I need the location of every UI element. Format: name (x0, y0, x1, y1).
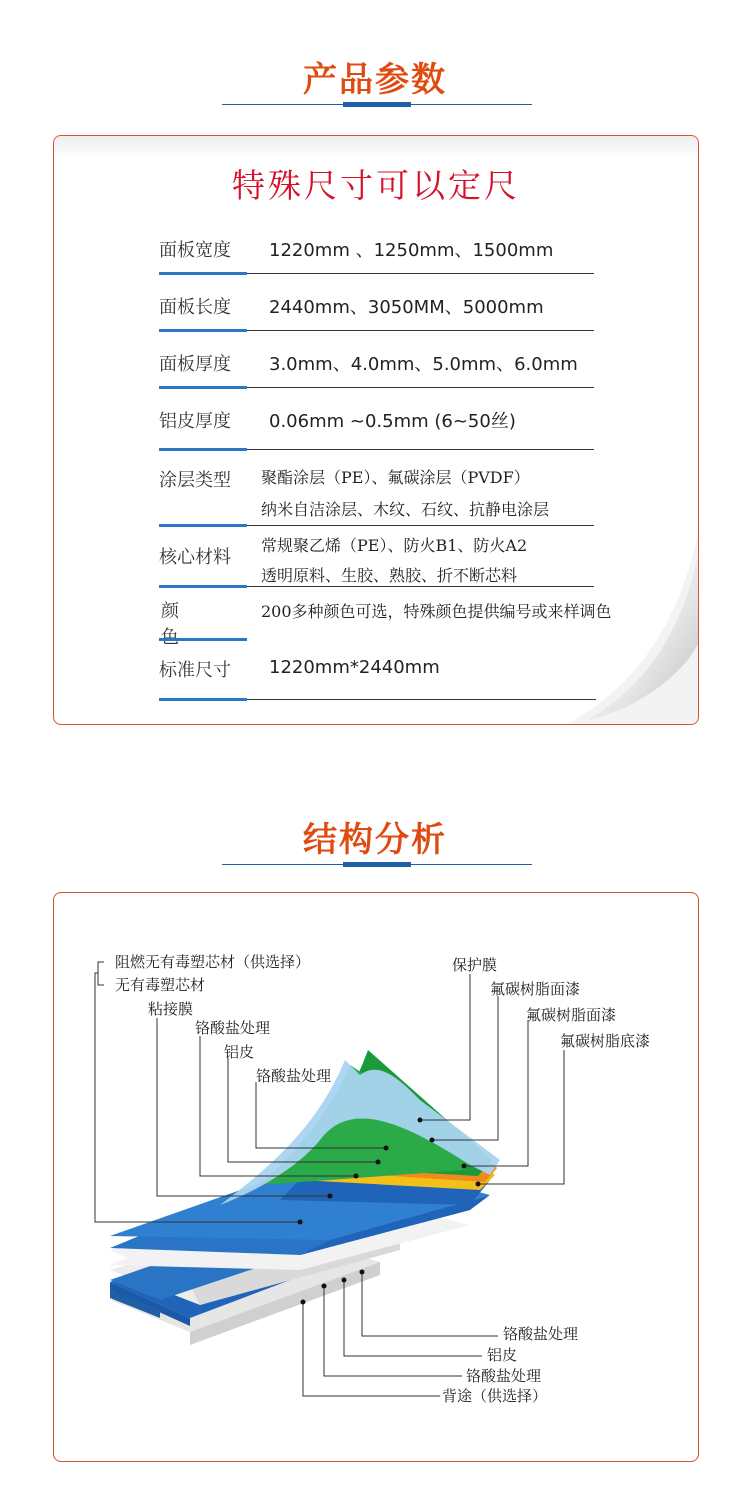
param-value: 常规聚乙烯（PE）、防火B1、防火A2 (261, 536, 528, 555)
param-value-line2: 纳米自洁涂层、木纹、石纹、抗静电涂层 (261, 500, 550, 519)
param-label: 面板长度 (159, 297, 231, 318)
label-fluorocarbon-facecoat: 氟碳树脂面漆 (526, 1006, 617, 1024)
param-value: 2440mm、3050MM、5000mm (269, 297, 544, 318)
param-value: 200多种颜色可选，特殊颜色提供编号或来样调色 (261, 602, 612, 621)
label-fluorocarbon-topcoat: 氟碳树脂面漆 (490, 980, 581, 998)
param-label: 颜 (161, 601, 213, 622)
label-chromate-treatment: 铬酸盐处理 (256, 1067, 332, 1085)
param-label: 铝皮厚度 (159, 411, 231, 432)
label-aluminum-back: 铝皮 (487, 1346, 518, 1364)
params-section-title: 产品参数 (303, 60, 447, 100)
custom-size-banner: 特殊尺寸可以定尺 (232, 166, 520, 205)
param-value: 聚酯涂层（PE）、氟碳涂层（PVDF） (261, 468, 530, 487)
param-label: 面板厚度 (159, 354, 231, 375)
param-value-line2: 透明原料、生胶、熟胶、折不断芯料 (261, 566, 518, 585)
label-protective-film: 保护膜 (452, 956, 498, 974)
label-aluminum-skin: 铝皮 (224, 1043, 255, 1061)
param-label: 标准尺寸 (159, 660, 231, 681)
label-fluorocarbon-primer: 氟碳树脂底漆 (560, 1032, 651, 1050)
label-back-coating: 背途（供选择） (442, 1387, 548, 1405)
label-fire-retardant-core: 阻燃无有毒塑芯材（供选择） (115, 953, 311, 971)
param-label: 涂层类型 (159, 470, 231, 491)
param-label: 面板宽度 (159, 240, 231, 261)
param-value: 1220mm*2440mm (269, 657, 440, 678)
param-value: 0.06mm ~0.5mm (6~50丝) (269, 411, 516, 432)
label-chromate-treatment: 铬酸盐处理 (195, 1019, 271, 1037)
label-adhesive-film: 粘接膜 (148, 1000, 194, 1018)
label-non-toxic-core: 无有毒塑芯材 (115, 976, 206, 994)
label-chromate-treatment: 铬酸盐处理 (503, 1325, 579, 1343)
structure-section-title: 结构分析 (303, 820, 447, 860)
param-value: 3.0mm、4.0mm、5.0mm、6.0mm (269, 354, 578, 375)
label-chromate-treatment: 铬酸盐处理 (466, 1367, 542, 1385)
param-label: 核心材料 (159, 547, 231, 568)
param-value: 1220mm 、1250mm、1500mm (269, 240, 554, 261)
